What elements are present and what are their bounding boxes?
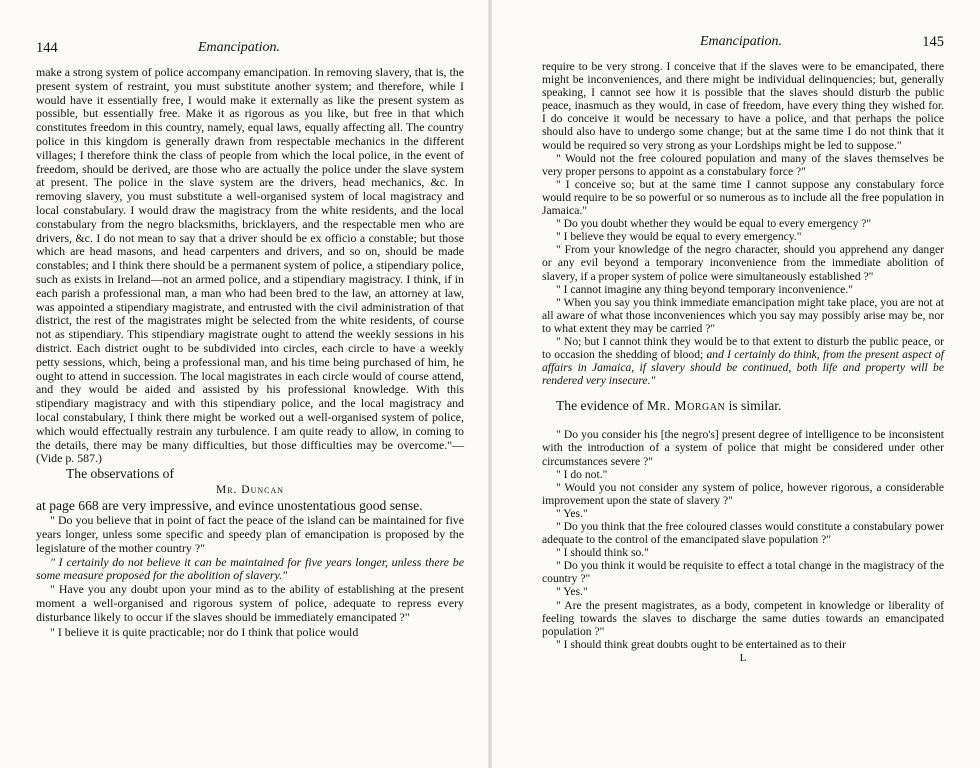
question-paragraph: " Have you any doubt upon your mind as to the ability of establishing at the present moment a well-organised and rigorous system of police, adequate to repress every disturbance likely to occur if the slaves should be immediately emancipated ?" — [36, 582, 464, 624]
left-page-header — [36, 40, 464, 62]
evidence-name: Mr. Morgan — [646, 398, 726, 414]
answer-paragraph: " I should think great doubts ought to be entertained as to their — [556, 637, 847, 651]
answer-plain-text: " No; but I cannot think they would be to that extent to disturb the public peace, or to occasion the shedding of blood; — [542, 334, 944, 362]
running-head: Emancipation. — [198, 40, 281, 55]
observations-line: The observations of — [66, 466, 174, 482]
answer-paragraph: " I believe they would be equal to every emergency." — [556, 230, 802, 244]
speaker-heading: Mr. Duncan — [215, 484, 285, 497]
question-paragraph: " Do you think that the free coloured classes would constitute a constabulary power adequate to the control of the emancipated slave population ?" — [542, 520, 944, 547]
signature-mark: L — [739, 651, 747, 664]
answer-paragraph: " Yes." — [556, 585, 588, 599]
evidence-tail: is similar. — [728, 398, 782, 414]
question-paragraph: " Do you think it would be requisite to effect a total change in the magistracy of the country ?" — [542, 559, 944, 586]
question-paragraph: " Do you consider his [the negro's] present degree of intelligence to be inconsistent with the introduction of a system of police that might be considered under other circumstances severe ?" — [542, 428, 944, 468]
evidence-heading — [542, 397, 944, 415]
intro-line: at page 668 are very impressive, and evince unostentatious good sense. — [36, 498, 423, 514]
answer-paragraph: " I conceive so; but at the same time I cannot suppose any constabulary force would require to be so powerful or so numerous as to include all the free population in Jamaica." — [542, 177, 944, 218]
page-number: 144 — [36, 40, 58, 56]
right-page-header — [542, 34, 944, 56]
body-paragraph: make a strong system of police accompany emancipation. In removing slavery, that is, the present system of restraint, you must substitute another system; and therefore, while I would have it essentially free, I would make it externally as like the present system as possible, but essentially free. Make it as rigorous as you like, but free in that which constitutes freedom in this country, namely, equal laws, equally affecting all. The country police in this kingdom is generally drawn from respectable mechanics in the different villages; I therefore think the class of people from which the local police, in the event of freedom, should be derived, are those who are actually the police under the slave system at present. The police in the slave system are the drivers, head mechanics, &c. In removing slavery, you must substitute a well-organised system of local magistracy and local constabulary. I would draw the magistracy from the white residents, and the local constabulary from the negro blacksmiths, bricklayers, and the respectable men who are drivers, &c. I do not mean to say that a driver should be ex officio a constable; but those which are head masons, and head carpenters and drivers, and so on, should be made constables; and I think there should be a permanent system of police, a stipendiary police, such as exists in Ireland—not an armed police, and a stipendiary magistracy. I think, if in each parish a professional man, a man who had been bred to the law, an attorney at law, was appointed a stipendiary magistrate, and entrusted with the civil administration of that district, the rest of the magistrates might be selected from the white residents, of course not as stipendiary. This stipendiary magistrate ought to attend the weekly sessions in his district. Each district ought to be subdivided into circles, each circle to have a weekly petty sessions, which, being a professional man, and his time being purchased of him, he ought to attend in succession. The local magistrates in each circle would of course attend, and they would be aided and assisted by his professional knowledge. With this stipendiary magistracy and with this stipendiary police, and the local magistracy and local constabulary, I think there might be worked out a well-organised system of police, which would effectually restrain any turbulence. I am quite ready to allow, in coming to the details, there may be many difficulties, but those difficulties may be overcome."—(Vide p. 587.) — [36, 65, 464, 466]
answer-paragraph: " Yes." — [556, 506, 588, 520]
question-paragraph: " Are the present magistrates, as a body, competent in knowledge or liberality of feeling towards the slaves to discharge the same duties towards an emancipated population ?" — [542, 598, 944, 638]
body-paragraph: require to be very strong. I conceive that if the slaves were to be emancipated, there might be inconveniences, and there might be individual delinquencies; but, generally speaking, I cannot see how it is possible that the slaves should disturb the public peace, inasmuch as they would, in case of freedom, have every thing they wished for. I do conceive it would be necessary to have a police, and that perhaps the police should also have to undergo some change; but at the same time I do not think that it would be required so very strong as your Lordships might be led to suppose." — [542, 60, 944, 152]
running-head: Emancipation. — [700, 34, 783, 49]
answer-italic-text: and I certainly do think, from the present aspect of affairs in Jamaica, if slavery should be continued, both life and property will be rendered very insecure." — [542, 348, 944, 388]
page-number: 145 — [922, 34, 944, 50]
answer-paragraph: " I do not." — [556, 467, 608, 481]
question-paragraph: " When you say you think immediate emancipation might take place, you are not at all aware of what those inconveniences which you say may possibly arise may be, nor to what extent they may be carried ?" — [542, 295, 944, 335]
question-paragraph: " From your knowledge of the negro character, should you apprehend any danger or any evil beyond a temporary inconvenience from the immediate abolition of slavery, if a proper system of police were simultaneously established ?" — [542, 243, 944, 283]
answer-paragraph: " I certainly do not believe it can be maintained for five years longer, unless there be some measure proposed for the abolition of slavery." — [36, 554, 464, 583]
question-paragraph: " Do you believe that in point of fact the peace of the island can be maintained for five years longer, unless some specific and speedy plan of emancipation is proposed by the legislature of the mother country ?" — [36, 513, 464, 555]
question-paragraph: " Would not the free coloured population and many of the slaves themselves be very proper persons to appoint as a constabulary force ?" — [542, 151, 944, 178]
answer-paragraph: " I should think so." — [556, 546, 649, 560]
answer-paragraph: " I believe it is quite practicable; nor do I think that police would — [50, 625, 359, 640]
right-page — [490, 0, 980, 768]
question-paragraph: " Would you not consider any system of police, however rigorous, a considerable improvement upon the state of slavery ?" — [542, 480, 944, 507]
answer-paragraph — [542, 335, 944, 387]
answer-paragraph: " I cannot imagine any thing beyond temporary inconvenience." — [556, 282, 853, 296]
question-paragraph: " Do you doubt whether they would be equal to every emergency ?" — [556, 217, 872, 231]
evidence-lead: The evidence of — [556, 398, 644, 414]
